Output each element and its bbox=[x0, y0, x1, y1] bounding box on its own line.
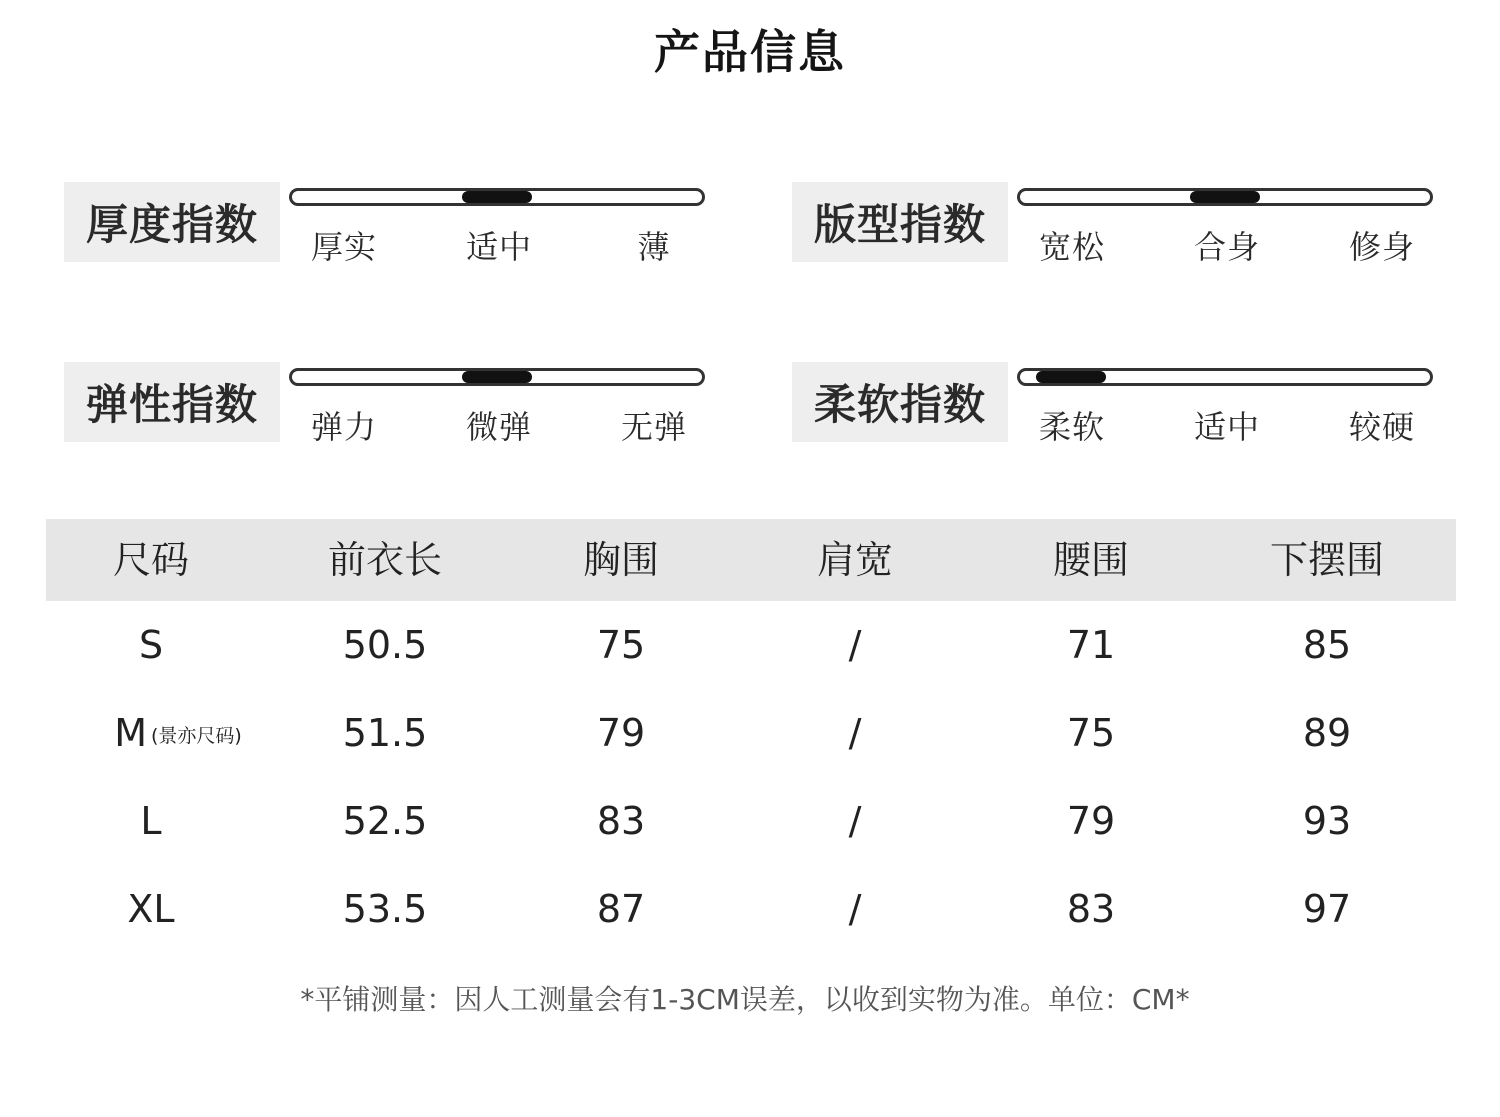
measurement-footnote: *平铺测量：因人工测量会有1-3CM误差，以收到实物为准。单位：CM* bbox=[300, 983, 1190, 1016]
size-cell bbox=[31, 865, 271, 953]
index-slider-track bbox=[289, 368, 705, 386]
tick-label: 弹力 bbox=[310, 408, 377, 446]
table-cell: 83 bbox=[596, 799, 646, 843]
page-title: 产品信息 bbox=[654, 25, 846, 79]
index-slider-track bbox=[289, 188, 705, 206]
header-hem: 下摆围 bbox=[1269, 538, 1384, 582]
table-row bbox=[46, 865, 1456, 953]
tick-label: 修身 bbox=[1348, 228, 1415, 266]
index-label: 版型指数 bbox=[792, 182, 1008, 262]
fit-index bbox=[792, 182, 1442, 282]
size-note: (景亦尺码) bbox=[150, 724, 242, 747]
tick-label: 适中 bbox=[1193, 408, 1260, 446]
table-cell: 93 bbox=[1302, 799, 1352, 843]
elasticity-index bbox=[64, 362, 714, 462]
tick-label: 无弹 bbox=[620, 408, 687, 446]
tick-label: 合身 bbox=[1193, 228, 1260, 266]
tick-label: 厚实 bbox=[310, 228, 377, 266]
table-row bbox=[46, 601, 1456, 689]
index-label: 厚度指数 bbox=[64, 182, 280, 262]
index-label: 柔软指数 bbox=[792, 362, 1008, 442]
header-bust: 胸围 bbox=[582, 538, 659, 582]
index-slider-track bbox=[1017, 188, 1433, 206]
table-row bbox=[46, 777, 1456, 865]
header-size: 尺码 bbox=[112, 538, 189, 582]
header-shoulder: 肩宽 bbox=[816, 538, 893, 582]
thickness-index bbox=[64, 182, 714, 282]
table-cell: / bbox=[848, 887, 862, 931]
size-table bbox=[46, 519, 1456, 953]
index-slider-indicator bbox=[1036, 371, 1106, 383]
index-ticks bbox=[1017, 402, 1433, 446]
table-cell: / bbox=[848, 623, 862, 667]
softness-index bbox=[792, 362, 1442, 462]
table-cell: 85 bbox=[1302, 623, 1352, 667]
table-header bbox=[46, 519, 1456, 601]
index-ticks bbox=[289, 222, 705, 266]
index-slider-indicator bbox=[1190, 191, 1260, 203]
table-cell: 97 bbox=[1302, 887, 1352, 931]
size-cell bbox=[31, 601, 271, 689]
index-slider-track bbox=[1017, 368, 1433, 386]
index-slider-indicator bbox=[462, 371, 532, 383]
table-cell: 89 bbox=[1302, 711, 1352, 755]
table-cell: 79 bbox=[596, 711, 646, 755]
table-cell: 87 bbox=[596, 887, 646, 931]
table-cell: 52.5 bbox=[342, 799, 428, 843]
index-ticks bbox=[289, 402, 705, 446]
tick-label: 适中 bbox=[465, 228, 532, 266]
table-cell: / bbox=[848, 799, 862, 843]
size-cell bbox=[31, 777, 271, 865]
index-label: 弹性指数 bbox=[64, 362, 280, 442]
header-front-length: 前衣长 bbox=[327, 538, 442, 582]
tick-label: 较硬 bbox=[1348, 408, 1415, 446]
table-row bbox=[46, 689, 1456, 777]
table-cell: 83 bbox=[1066, 887, 1116, 931]
index-ticks bbox=[1017, 222, 1433, 266]
table-cell: 79 bbox=[1066, 799, 1116, 843]
tick-label: 微弹 bbox=[465, 408, 532, 446]
index-slider-indicator bbox=[462, 191, 532, 203]
table-cell: 51.5 bbox=[342, 711, 428, 755]
table-cell: 71 bbox=[1066, 623, 1116, 667]
header-waist: 腰围 bbox=[1052, 538, 1129, 582]
table-cell: / bbox=[848, 711, 862, 755]
table-cell: 50.5 bbox=[342, 623, 428, 667]
table-cell: 75 bbox=[1066, 711, 1116, 755]
tick-label: 宽松 bbox=[1038, 228, 1105, 266]
size-value: M bbox=[114, 711, 147, 755]
size-value: XL bbox=[127, 887, 175, 931]
table-cell: 53.5 bbox=[342, 887, 428, 931]
tick-label: 柔软 bbox=[1038, 408, 1105, 446]
table-cell: 75 bbox=[596, 623, 646, 667]
size-value: L bbox=[140, 799, 162, 843]
size-value: S bbox=[138, 623, 164, 667]
tick-label: 薄 bbox=[637, 228, 671, 266]
